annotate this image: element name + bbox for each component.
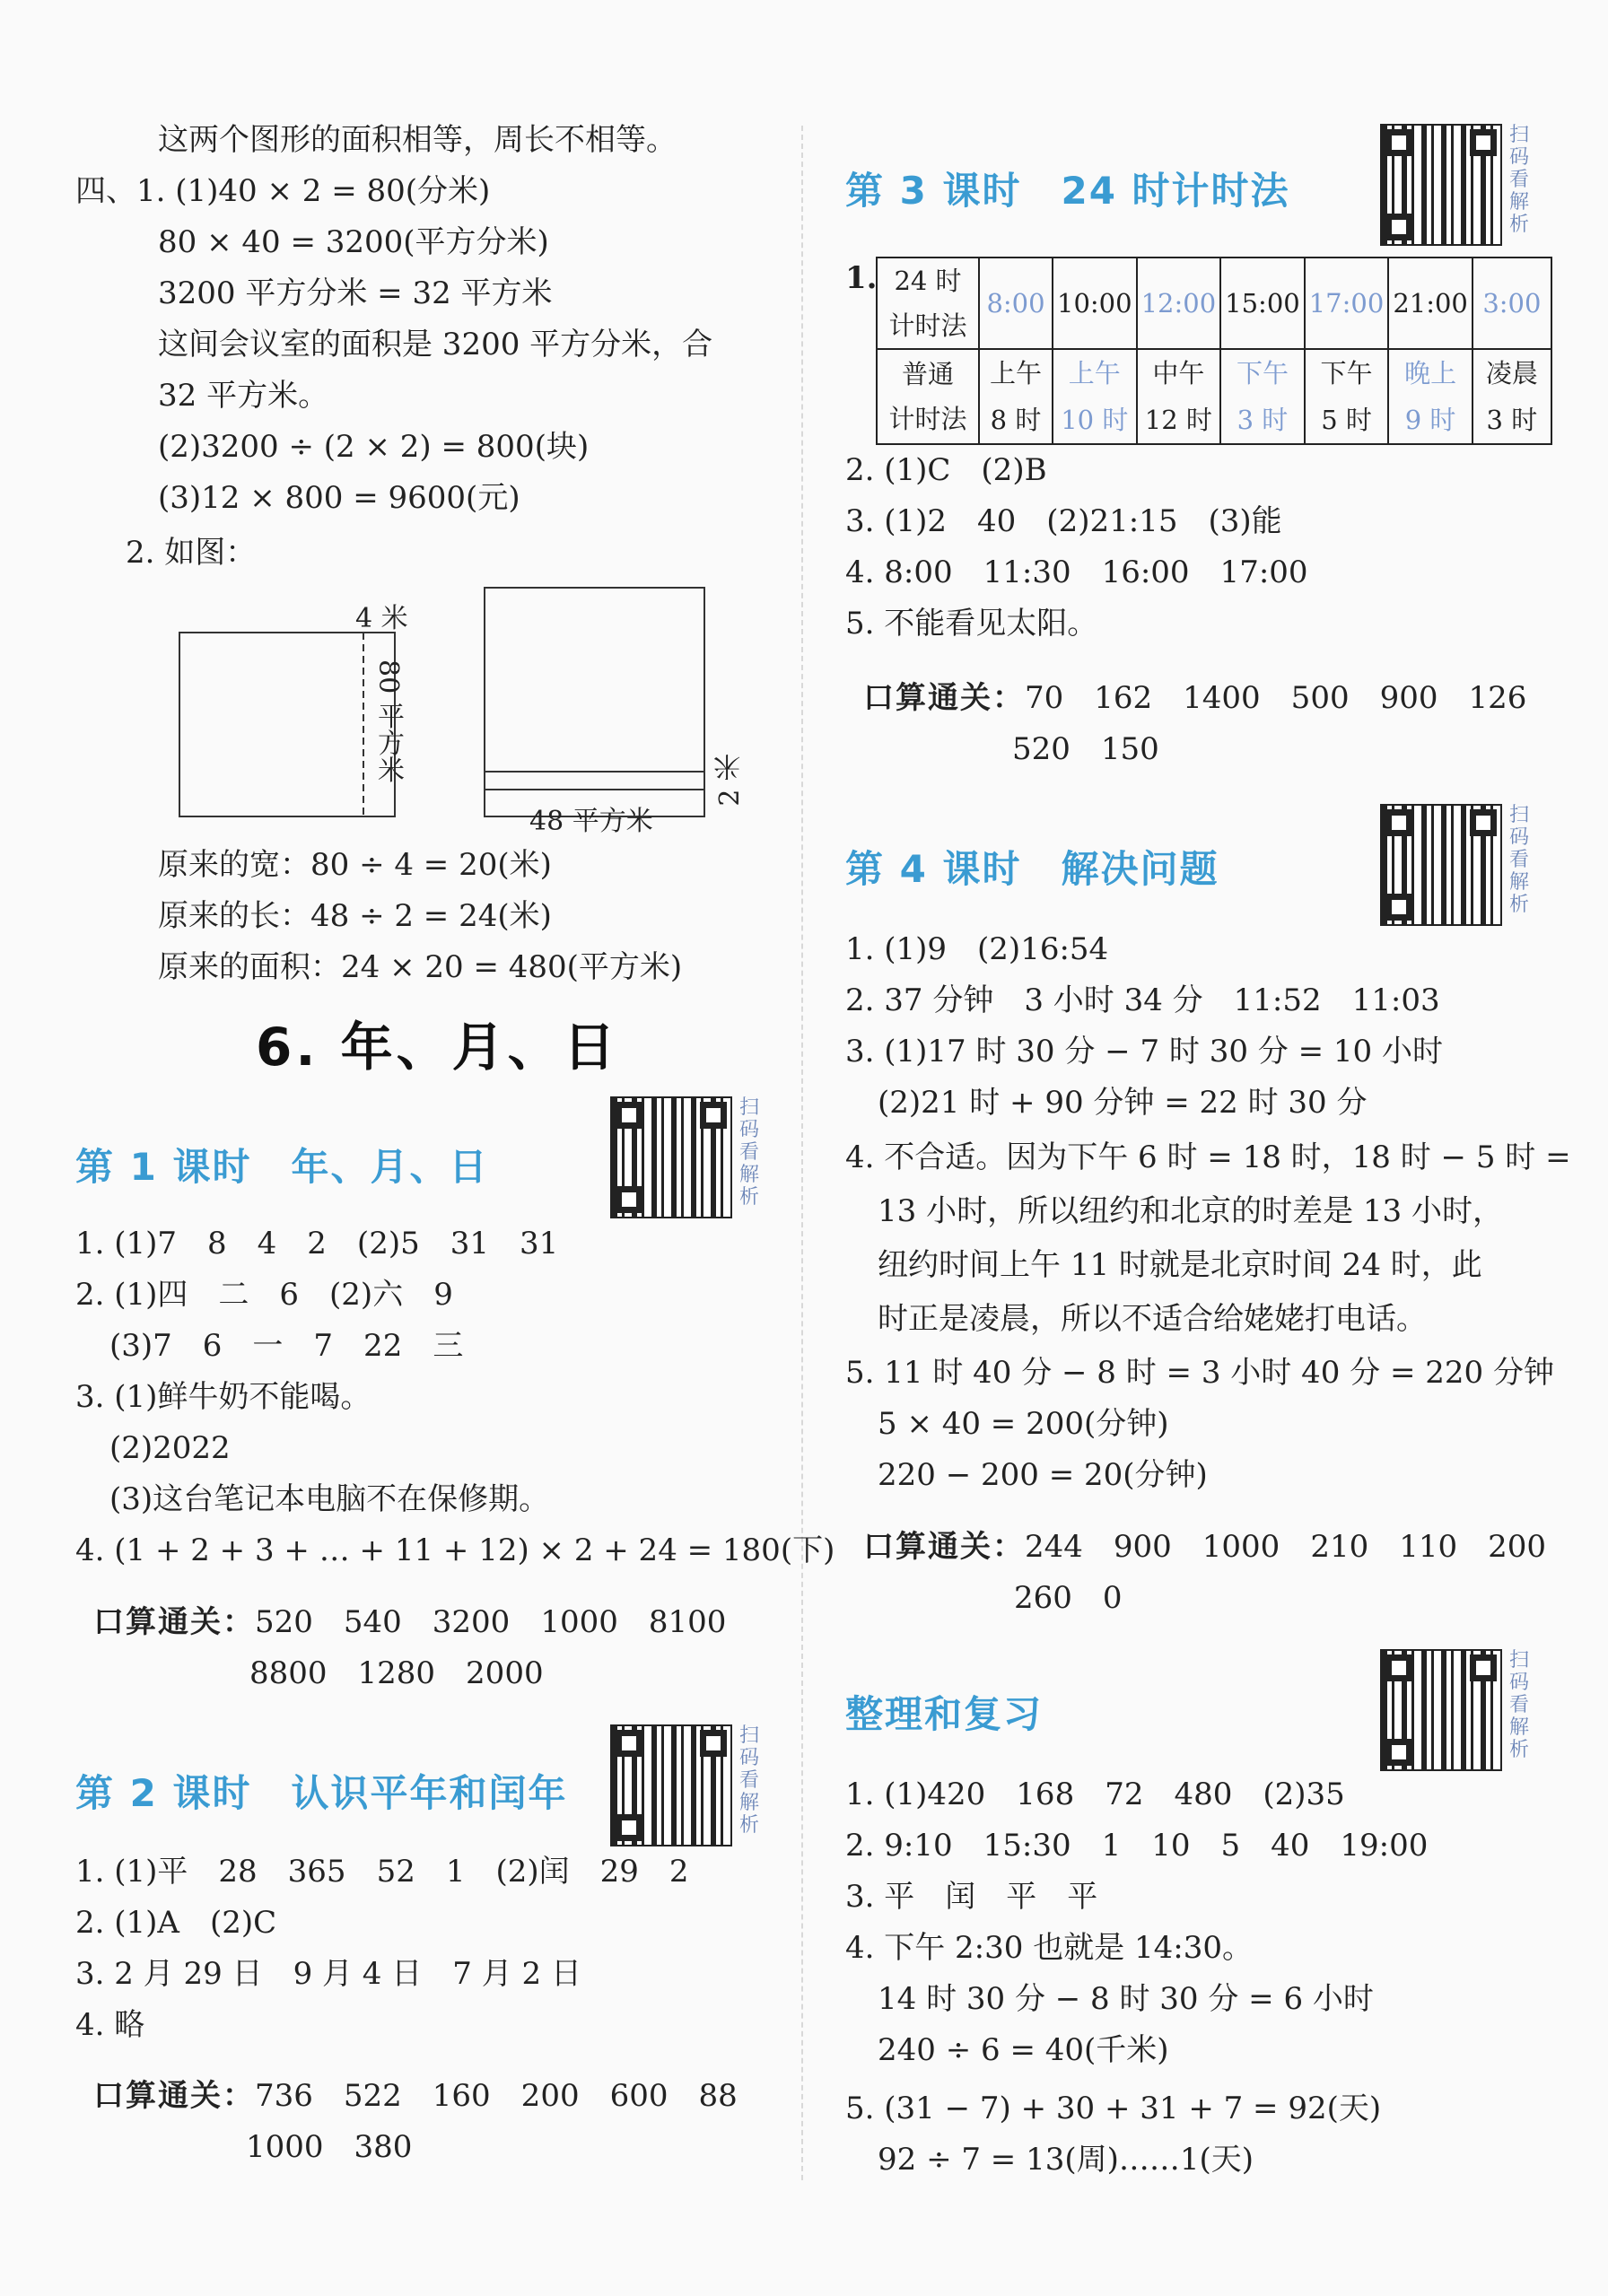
table-cell: 下午 3 时 (1220, 349, 1305, 444)
answer-line: 3. 平 闰 平 平 (845, 1879, 1098, 1915)
chapter-title: 6. 年、月、日 (256, 1017, 619, 1078)
oral-calc-label: 口算通关： (93, 1604, 255, 1640)
table-header-24h: 24 时 计时法 (877, 258, 979, 349)
answer-line: 5 × 40 = 200(分钟) (878, 1406, 1169, 1442)
oral-calc-values: 8800 1280 2000 (249, 1655, 544, 1691)
table-cell: 晚上 9 时 (1388, 349, 1473, 444)
answer-line: 4. 不合适。因为下午 6 时 = 18 时，18 时 − 5 时 = (845, 1139, 1571, 1175)
lesson-3-title: 第 3 课时 24 时计时法 (845, 169, 1290, 213)
answer-line: 1. (1)9 (2)16:54 (845, 931, 1109, 967)
answer-line: 4. (1 + 2 + 3 + … + 11 + 12) × 2 + 24 = 180(下) (75, 1532, 835, 1568)
answer-line: 3. (1)17 时 30 分 − 7 时 30 分 = 10 小时 (845, 1034, 1443, 1069)
table-cell: 上午 10 时 (1053, 349, 1137, 444)
oral-calc-label: 口算通关： (863, 1529, 1025, 1565)
column-divider (801, 126, 803, 2180)
table-cell: 8:00 (979, 258, 1053, 349)
answer-line: 1. (1)平 28 365 52 1 (2)闰 29 2 (75, 1854, 689, 1890)
answer-line: 32 平方米。 (158, 378, 329, 414)
lesson-4-title: 第 4 课时 解决问题 (845, 847, 1219, 891)
table-cell: 下午 5 时 (1305, 349, 1389, 444)
answer-line: (3)这台笔记本电脑不在保修期。 (109, 1481, 550, 1517)
answer-line: 2. (1)C (2)B (845, 452, 1047, 488)
answer-line: 原来的宽：80 ÷ 4 = 20(米) (158, 847, 552, 883)
table-cell: 17:00 (1305, 258, 1389, 349)
table-cell: 15:00 (1220, 258, 1305, 349)
answer-line: 这间会议室的面积是 3200 平方分米，合 (158, 327, 713, 362)
figure-label-4m: 4 米 (355, 603, 408, 634)
table-cell: 中午 12 时 (1137, 349, 1221, 444)
figure-label-80: 80 平方米 (372, 659, 404, 783)
answer-line: (2)2022 (109, 1430, 231, 1466)
qr-caption: 扫码看解析 (1508, 124, 1529, 236)
qr-code-icon[interactable] (1380, 124, 1502, 246)
answer-line: 3. (1)2 40 (2)21:15 (3)能 (845, 503, 1282, 539)
answer-line: 原来的长：48 ÷ 2 = 24(米) (158, 898, 552, 934)
answer-line: 5. 11 时 40 分 − 8 时 = 3 小时 40 分 = 220 分钟 (845, 1355, 1554, 1391)
qr-code-icon[interactable] (610, 1096, 732, 1218)
answer-line: 5. (31 − 7) + 30 + 31 + 7 = 92(天) (845, 2091, 1382, 2126)
oral-calc-values: 1000 380 (246, 2129, 413, 2165)
answer-line: 220 − 200 = 20(分钟) (878, 1457, 1208, 1493)
answer-line: 3. 2 月 29 日 9 月 4 日 7 月 2 日 (75, 1956, 581, 1992)
oral-calc-row (93, 2076, 738, 2116)
answer-line: 时正是凌晨，所以不适合给姥姥打电话。 (878, 1301, 1427, 1337)
answer-line: 4. 8:00 11:30 16:00 17:00 (845, 554, 1308, 590)
qr-caption: 扫码看解析 (1508, 1649, 1529, 1761)
table-cell: 21:00 (1388, 258, 1473, 349)
answer-line: 1. (1)7 8 4 2 (2)5 31 31 (75, 1226, 559, 1261)
table-cell: 10:00 (1053, 258, 1137, 349)
figure-label-2m: 2 米 (714, 754, 746, 807)
oral-calc-row (863, 678, 1526, 718)
answer-line: 1. (1)420 168 72 480 (2)35 (845, 1777, 1345, 1812)
lesson-1-title: 第 1 课时 年、月、日 (75, 1145, 489, 1189)
answer-line: 2. 9:10 15:30 1 10 5 40 19:00 (845, 1828, 1429, 1864)
answer-line: 2. 如图： (126, 535, 257, 571)
table-cell: 凌晨 3 时 (1473, 349, 1551, 444)
answer-line: 原来的面积：24 × 20 = 480(平方米) (158, 949, 683, 985)
oral-calc-row (93, 1602, 726, 1642)
answer-line: 2. (1)四 二 6 (2)六 9 (75, 1277, 453, 1313)
answer-line: 80 × 40 = 3200(平方分米) (158, 224, 549, 260)
answer-line: 四、1. (1)40 × 2 = 80(分米) (75, 173, 491, 209)
question-number: 1. (845, 260, 878, 296)
oral-calc-values: 260 0 (1014, 1580, 1123, 1616)
qr-code-icon[interactable] (610, 1724, 732, 1846)
answer-line: 2. 37 分钟 3 小时 34 分 11:52 11:03 (845, 982, 1440, 1018)
answer-line: 3. (1)鲜牛奶不能喝。 (75, 1379, 371, 1415)
answer-line: (2)21 时 + 90 分钟 = 22 时 30 分 (878, 1085, 1368, 1121)
answer-line: 92 ÷ 7 = 13(周)……1(天) (878, 2142, 1254, 2178)
oral-calc-values: 736 522 160 200 600 88 (255, 2078, 738, 2114)
table-cell: 12:00 (1137, 258, 1221, 349)
qr-caption: 扫码看解析 (738, 1724, 759, 1837)
qr-code-icon[interactable] (1380, 804, 1502, 926)
answer-line: (3)7 6 一 7 22 三 (109, 1328, 464, 1364)
answer-line: (2)3200 ÷ (2 × 2) = 800(块) (158, 429, 590, 465)
answer-line: 4. 略 (75, 2007, 145, 2043)
oral-calc-label: 口算通关： (863, 680, 1025, 716)
figure-label-48: 48 平方米 (529, 806, 653, 837)
table-header-normal: 普通 计时法 (877, 349, 979, 444)
intro-line: 这两个图形的面积相等，周长不相等。 (158, 122, 677, 158)
qr-caption: 扫码看解析 (1508, 804, 1529, 916)
answer-line: 纽约时间上午 11 时就是北京时间 24 时，此 (878, 1247, 1482, 1283)
oral-calc-row (863, 1527, 1546, 1567)
answer-line: 240 ÷ 6 = 40(千米) (878, 2032, 1169, 2068)
answer-line: (3)12 × 800 = 9600(元) (158, 480, 520, 516)
answer-line: 4. 下午 2:30 也就是 14:30。 (845, 1930, 1254, 1966)
time-conversion-table (876, 257, 1552, 445)
oral-calc-values: 520 150 (1012, 731, 1159, 767)
review-title: 整理和复习 (845, 1692, 1044, 1736)
answer-line: 3200 平方分米 = 32 平方米 (158, 275, 553, 311)
qr-code-icon[interactable] (1380, 1649, 1502, 1771)
oral-calc-label: 口算通关： (93, 2078, 255, 2114)
lesson-2-title: 第 2 课时 认识平年和闰年 (75, 1771, 568, 1815)
answer-line: 2. (1)A (2)C (75, 1905, 277, 1941)
oral-calc-values: 70 162 1400 500 900 126 (1025, 680, 1527, 716)
answer-line: 14 时 30 分 − 8 时 30 分 = 6 小时 (878, 1981, 1374, 2017)
oral-calc-values: 244 900 1000 210 110 200 (1025, 1529, 1547, 1565)
qr-caption: 扫码看解析 (738, 1096, 759, 1209)
answer-line: 5. 不能看见太阳。 (845, 606, 1098, 642)
table-cell: 上午 8 时 (979, 349, 1053, 444)
answer-line: 13 小时，所以纽约和北京的时差是 13 小时， (878, 1193, 1503, 1229)
oral-calc-values: 520 540 3200 1000 8100 (255, 1604, 727, 1640)
table-cell: 3:00 (1473, 258, 1551, 349)
